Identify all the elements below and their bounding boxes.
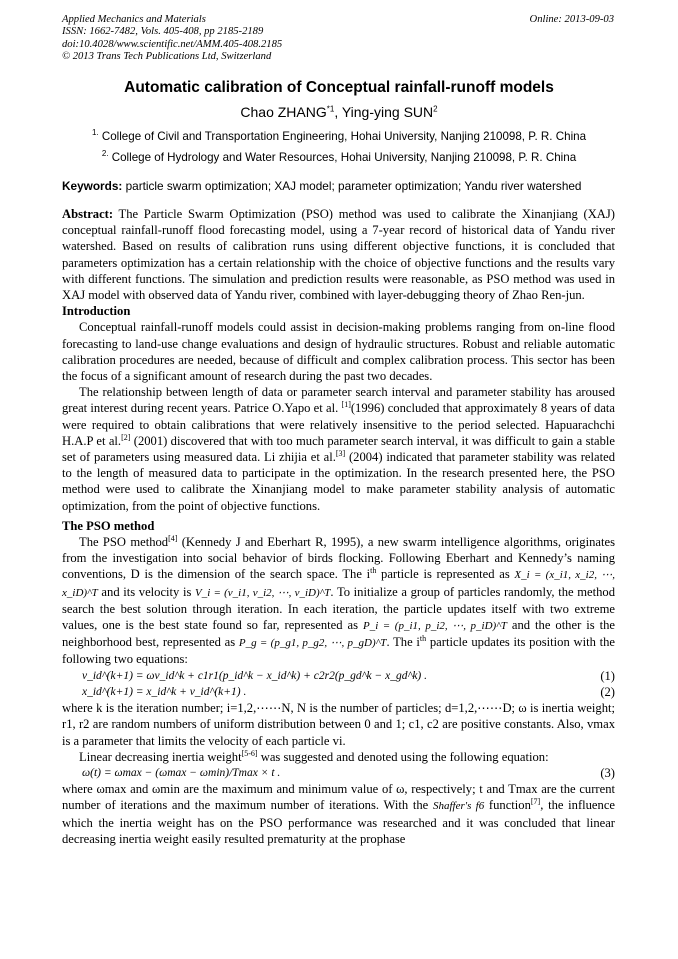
sup: th — [370, 566, 377, 576]
affiliation-1 — [0, 130, 678, 143]
text: and its velocity is — [97, 584, 195, 599]
aff-mark: 2. — [101, 149, 109, 159]
aff-mark: 1. — [91, 128, 99, 138]
citation: [4] — [168, 533, 178, 543]
equation-number: (2) — [600, 684, 615, 699]
author-1-mark: *1 — [326, 104, 335, 114]
text: (2004) indicated that parameter stability was related to the length of measured data to participate in the optimization. In the research presented here, the PSO method were used to calibrate the Xinanjiang model to make parameter stability analysis of automatic optimization, from the point of objective functions. — [62, 450, 615, 513]
section-heading-introduction: Introduction — [62, 304, 131, 319]
author-sep: , — [334, 104, 342, 120]
citation: [2] — [121, 432, 131, 442]
pso-paragraph-1 — [62, 534, 615, 668]
citation: [3] — [335, 448, 346, 458]
intro-paragraph-2 — [62, 384, 615, 514]
equation: v_id^(k+1) = ωv_id^k + c1r1(p_id^k − x_id^k) + c2r2(p_gd^k − x_gd^k) . — [82, 669, 427, 682]
text: (1996) concluded that approximately 8 years of data were required to obtain calibrations that were relatively insensitive to the period selected. Hapuarachchi H.A.P et al. — [62, 401, 615, 448]
abstract-text: The Particle Swarm Optimization (PSO) method was used to calibrate the Xinanjiang (XAJ) conceptual rainfall-runoff flood forecasting model, using a 7-year record of historical data of Yandu river watershed. Based on results of calibration runs using different objective functions, it is concluded that parameters optimization has a certain relationship with the choice of objective functions and the results vary with different functions. The simulation and prediction results were reasonable, as PSO method was used in XAJ model with observed data of Yandu river, combined with layer-debugging theory of Zhao Ren-jun. — [62, 207, 615, 303]
citation: [7] — [530, 797, 541, 807]
equation: x_id^(k+1) = x_id^k + v_id^(k+1) . — [82, 685, 247, 698]
aff-text: College of Hydrology and Water Resources, Hohai University, Nanjing 210098, P. R. China — [108, 151, 577, 164]
text: (Kennedy J and Eberhart R, 1995), a new swarm intelligence algorithms, originates from the investigation into social behavior of birds flocking. Following Eberhart and Kennedy’s naming conventions, D is the dimension of the search space. The i — [62, 535, 615, 582]
copyright: © 2013 Trans Tech Publications Ltd, Switzerland — [62, 50, 272, 62]
text: and the other is the neighborhood best, represented as — [62, 618, 615, 650]
text: (2001) discovered that with too much parameter search interval, it was difficult to gain a stable set of parameters using measured data. Li zhijia et al. — [62, 433, 615, 465]
text: . To initialize a group of particles randomly, the method search the best solution through iteration. In each iteration, the particle updates itself with two extreme values, one is the best state found so far, represented as — [62, 584, 615, 633]
pso-paragraph-2: where k is the iteration number; i=1,2,⋯⋯N, N is the number of particles; d=1,2,⋯⋯D; ω is inertia weight; r1, r2 are random numbers of uniform distribution between 0 and 1; c1, c2 are positive constants. Also, vmax is a parameter that limits the velocity of each particle vi. — [62, 701, 615, 748]
author-1: Chao ZHANG — [240, 104, 327, 120]
equation-number: (1) — [600, 668, 615, 683]
abstract-label: Abstract: — [62, 207, 114, 221]
text: was suggested and denoted using the following equation: — [257, 749, 549, 764]
equation-1 — [62, 668, 615, 684]
citation: [1] — [341, 400, 351, 410]
equation: ω(t) = ωmax − (ωmax − ωmin)/Tmax × t . — [82, 766, 281, 779]
text: , the influence which the inertia weight has on the PSO performance was researched and it was concluded that linear decreasing inertia weight easily resulted prematurity at the prophase — [62, 798, 615, 846]
citation: [5-6] — [241, 748, 258, 758]
journal-header — [62, 14, 282, 63]
intro-paragraph-1: Conceptual rainfall-runoff models could assist in decision-making problems ranging from on-line flood forecasting to land-use change evaluations and design of hydraulic structures. Robust and reliable automatic calibration procedures are needed, because of difficult and complex calibration process. This sector has been the focus of a significant amount of research during the past two decades. — [62, 320, 615, 384]
pso-paragraph-4 — [62, 781, 615, 847]
math-global-best: P_g = (p_g1, p_g2, ⋯, p_gD)^T — [238, 637, 387, 650]
affiliation-2 — [0, 151, 678, 164]
text: The relationship between length of data or parameter search interval and parameter stability has aroused great interest during recent years. Patrice O.Yapo et al. — [62, 385, 615, 416]
paper-title: Automatic calibration of Conceptual rainfall-runoff models — [124, 79, 554, 96]
journal-name: Applied Mechanics and Materials — [62, 14, 206, 25]
body-text — [62, 206, 615, 847]
text: particle updates its position with the following two equations: — [62, 635, 616, 667]
function-name: Shaffer's f6 — [432, 800, 485, 813]
text: particle is represented as — [376, 567, 515, 582]
online-date: Online: 2013-09-03 — [529, 14, 614, 25]
keywords-text: particle swarm optimization; XAJ model; parameter optimization; Yandu river watershed — [122, 179, 582, 193]
author-2: Ying-ying SUN — [341, 104, 434, 120]
authors — [0, 104, 678, 120]
pso-paragraph-3 — [62, 749, 615, 765]
section-heading-pso: The PSO method — [62, 518, 155, 533]
equation-2 — [62, 684, 615, 700]
abstract — [62, 206, 615, 303]
issn: ISSN: 1662-7482, Vols. 405-408, pp 2185-2189 — [62, 26, 264, 38]
text: Linear decreasing inertia weight — [79, 749, 242, 764]
text: . The i — [386, 635, 420, 650]
sup: th — [419, 634, 427, 644]
math-position-vector: X_i = (x_i1, x_i2, ⋯, x_iD)^T — [62, 569, 615, 599]
math-velocity-vector: V_i = (v_i1, v_i2, ⋯, v_iD)^T — [194, 586, 331, 599]
doi: doi:10.4028/www.scientific.net/AMM.405-408.2185 — [62, 38, 283, 50]
math-personal-best: P_i = (p_i1, p_i2, ⋯, p_iD)^T — [362, 620, 507, 633]
text: The PSO method — [79, 535, 169, 550]
keywords — [62, 179, 582, 193]
equation-number: (3) — [600, 765, 615, 780]
aff-text: College of Civil and Transportation Engineering, Hohai University, Nanjing 210098, P. R. China — [98, 130, 587, 143]
equation-3 — [62, 765, 615, 781]
author-2-mark: 2 — [433, 104, 438, 114]
text: function — [484, 798, 531, 813]
keywords-label: Keywords: — [62, 179, 123, 193]
text: where ωmax and ωmin are the maximum and minimum value of ω, respectively; t and Tmax are the current number of iterations and the maximum number of iterations. With the — [62, 782, 615, 813]
